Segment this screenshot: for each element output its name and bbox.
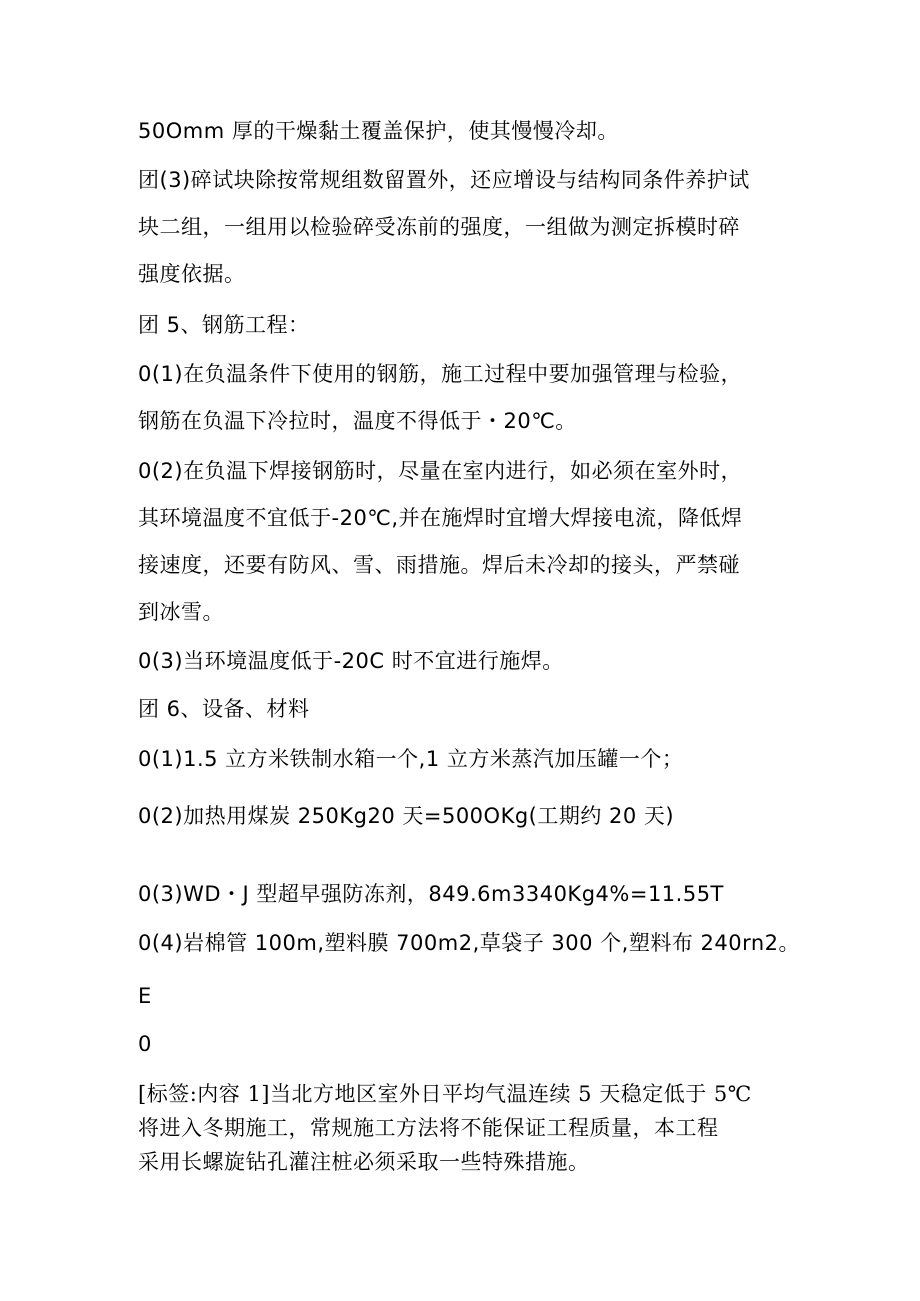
text-line: 50Omm 厚的干燥黏土覆盖保护，使其慢慢冷却。 <box>138 119 619 143</box>
text-line: E <box>138 984 152 1008</box>
paragraph-equipment-4 <box>138 920 801 967</box>
text-line: [标签:内容 1]当北方地区室外日平均气温连续 5 天稳定低于 5℃ <box>138 1082 752 1106</box>
text-line: 0(1)在负温条件下使用的钢筋，施工过程中要加强管理与检验， <box>138 362 743 386</box>
stray-mark-zero <box>138 1021 798 1068</box>
text-line: 0(2)在负温下焊接钢筋时，尽量在室内进行，如必须在室外时， <box>138 459 743 483</box>
text-line: 将进入冬期施工，常规施工方法将不能保证工程质量，本工程 <box>138 1116 719 1140</box>
paragraph-rebar-1 <box>138 351 798 445</box>
paragraph-equipment-2 <box>138 793 798 840</box>
section-heading-rebar <box>138 302 798 349</box>
text-line: 团(3)碎试块除按常规组数留置外，还应增设与结构同条件养护试 <box>138 168 750 192</box>
paragraph-clay-cover <box>138 108 798 155</box>
stray-mark-e <box>138 973 798 1020</box>
text-line: 0(3)WD・J 型超早强防冻剂，849.6m3340Kg4%=11.55T <box>138 882 724 906</box>
paragraph-rebar-2 <box>138 448 798 636</box>
text-line: 到冰雪。 <box>138 600 224 624</box>
text-line: 其环境温度不宜低于-20℃,并在施焊时宜增大焊接电流，降低焊 <box>138 506 743 530</box>
paragraph-equipment-1 <box>138 736 798 783</box>
paragraph-equipment-3 <box>138 871 798 918</box>
text-line: 块二组，一组用以检验碎受冻前的强度，一组做为测定拆模时碎 <box>138 215 740 239</box>
text-line: 0(2)加热用煤炭 250Kg20 天=500OKg(工期约 20 天) <box>138 804 675 828</box>
text-line: 钢筋在负温下冷拉时，温度不得低于・20℃。 <box>138 409 577 433</box>
section-heading-equipment <box>138 686 798 733</box>
paragraph-test-blocks <box>138 157 798 298</box>
text-line: 团 6、设备、材料 <box>138 697 310 721</box>
text-line: 团 5、钢筋工程： <box>138 313 310 337</box>
paragraph-tag-content <box>138 1077 798 1179</box>
text-line: 0(1)1.5 立方米铁制水箱一个,1 立方米蒸汽加压罐一个； <box>138 747 684 771</box>
text-line: 强度依据。 <box>138 262 246 286</box>
text-line: 0 <box>138 1032 152 1056</box>
text-line: 采用长螺旋钻孔灌注桩必须采取一些特殊措施。 <box>138 1150 590 1174</box>
text-line: 接速度，还要有防风、雪、雨措施。焊后未冷却的接头，严禁碰 <box>138 553 740 577</box>
paragraph-rebar-3 <box>138 638 798 685</box>
text-line: 0(3)当环境温度低于-20C 时不宜进行施焊。 <box>138 649 564 673</box>
text-line: 0(4)岩棉管 100m,塑料膜 700m2,草袋子 300 个,塑料布 240rn2。 <box>138 931 801 955</box>
